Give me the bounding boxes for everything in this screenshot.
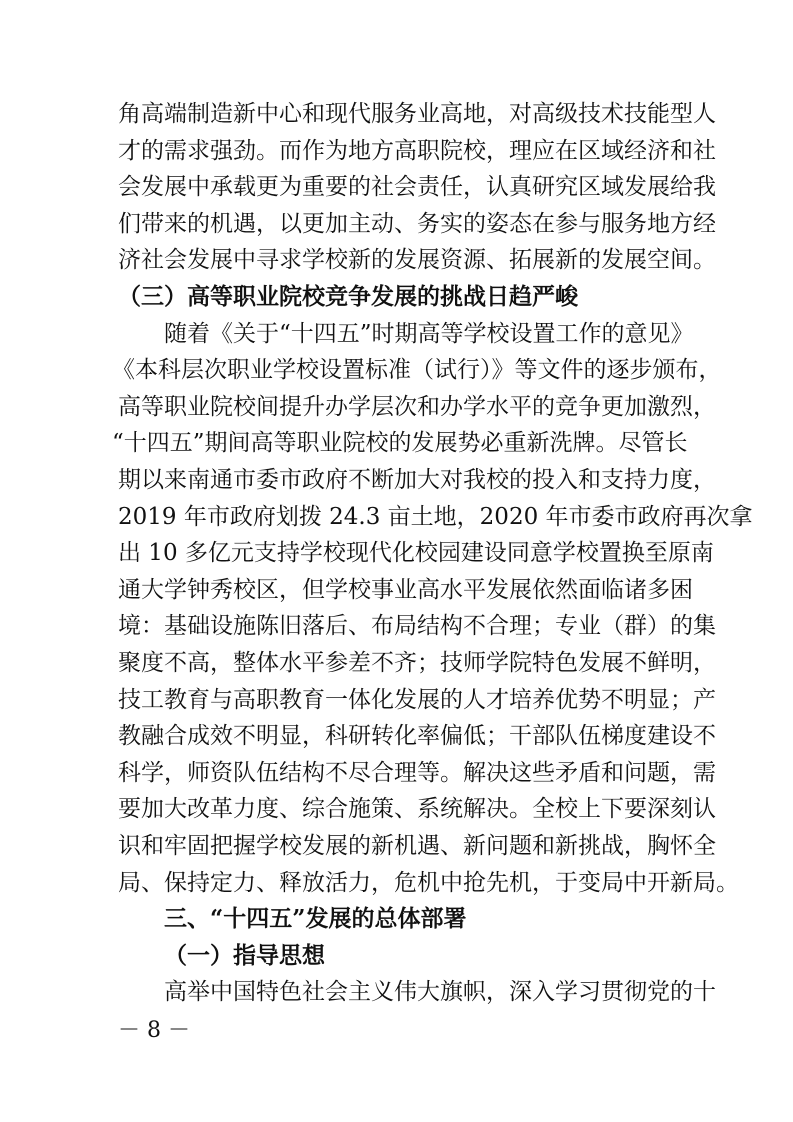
body-line-13: 出 10 多亿元支持学校现代化校园建设同意学校置换至原南	[118, 540, 714, 567]
body-line-22: 局、保持定力、释放活力，危机中抢先机，于变局中开新局。	[118, 869, 739, 896]
body-line-9: 高等职业院校间提升办学层次和办学水平的竞争更加激烈，	[118, 393, 716, 420]
body-line-7: 随着《关于“十四五”时期高等学校设置工作的意见》	[164, 320, 694, 347]
body-line-10: “十四五”期间高等职业院校的发展势必重新洗牌。尽管长	[112, 430, 688, 457]
body-line-3: 会发展中承载更为重要的社会责任，认真研究区域发展给我	[118, 174, 716, 201]
body-line-16: 聚度不高，整体水平参差不齐；技师学院特色发展不鲜明，	[118, 650, 716, 676]
page-number: － 8 －	[118, 1018, 190, 1043]
body-line-12: 2019 年市政府划拨 24.3 亩土地，2020 年市委市政府再次拿	[118, 503, 753, 530]
body-line-11: 期以来南通市委市政府不断加大对我校的投入和支持力度，	[118, 467, 716, 493]
subsection-heading-1: （一）指导思想	[164, 941, 325, 969]
body-line-1: 角高端制造新中心和现代服务业高地，对高级技术技能型人	[118, 101, 716, 127]
body-line-14: 通大学钟秀校区，但学校事业高水平发展依然面临诸多困	[118, 576, 693, 603]
body-line-25: 高举中国特色社会主义伟大旗帜，深入学习贯彻党的十	[164, 979, 716, 1006]
body-line-18: 教融合成效不明显，科研转化率偏低；干部队伍梯度建设不	[118, 723, 716, 750]
body-line-17: 技工教育与高职教育一体化发展的人才培养优势不明显；产	[118, 686, 716, 713]
body-line-21: 识和牢固把握学校发展的新机遇、新问题和新挑战，胸怀全	[118, 833, 716, 859]
body-line-4: 们带来的机遇，以更加主动、务实的姿态在参与服务地方经	[118, 210, 716, 237]
subsection-heading-3: （三）高等职业院校竞争发展的挑战日趋严峻	[118, 283, 578, 310]
body-line-15: 境：基础设施陈旧落后、布局结构不合理；专业（群）的集	[118, 613, 716, 640]
body-line-5: 济社会发展中寻求学校新的发展资源、拓展新的发展空间。	[118, 247, 716, 274]
body-line-20: 要加大改革力度、综合施策、系统解决。全校上下要深刻认	[118, 796, 716, 823]
body-line-8: 《本科层次职业学校设置标准（试行）》等文件的逐步颁布，	[112, 357, 722, 384]
body-line-19: 科学，师资队伍结构不尽合理等。解决这些矛盾和问题，需	[118, 759, 716, 786]
section-heading-3: 三、“十四五”发展的总体部署	[164, 905, 467, 933]
body-line-2: 才的需求强劲。而作为地方高职院校，理应在区域经济和社	[118, 137, 716, 164]
